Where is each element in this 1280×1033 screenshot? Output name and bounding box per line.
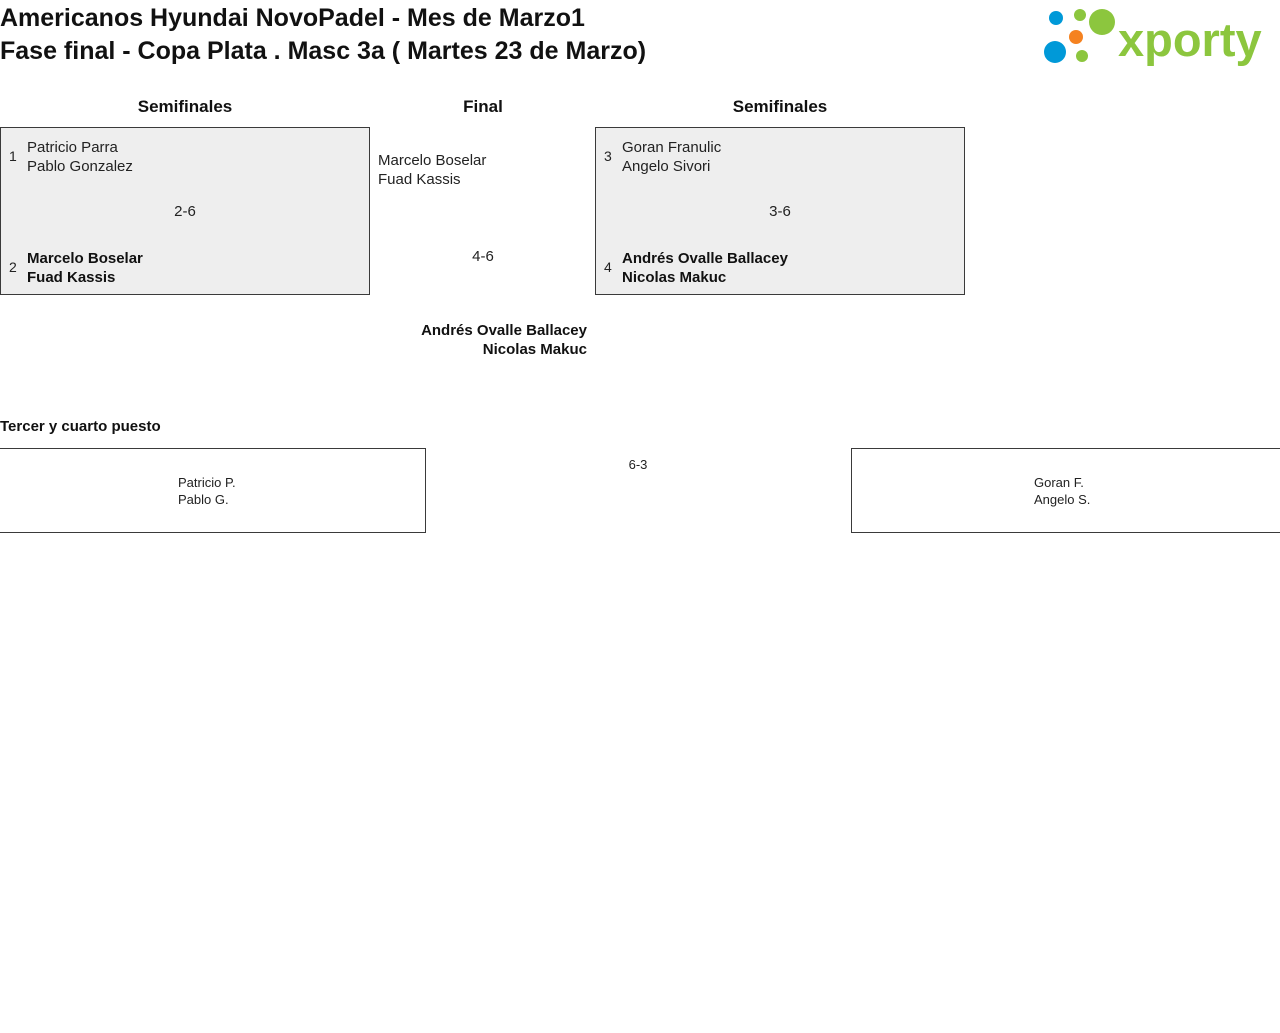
player-name: Angelo S.	[1034, 492, 1091, 507]
player-name: Goran F.	[1034, 475, 1084, 490]
player-name: Patricio Parra	[27, 139, 118, 156]
player-name: Nicolas Makuc	[482, 341, 587, 358]
player-name: Patricio P.	[178, 475, 236, 490]
seed-number-3: 3	[604, 148, 612, 164]
player-name: Pablo Gonzalez	[27, 158, 133, 175]
team-semifinal-right-top	[622, 138, 721, 176]
player-name: Pablo G.	[178, 492, 229, 507]
page-header	[0, 0, 1280, 88]
team-final-top	[378, 151, 486, 189]
player-name: Andrés Ovalle Ballacey	[622, 250, 788, 267]
team-semifinal-right-bottom	[622, 249, 788, 287]
title-line-2: Fase final - Copa Plata . Masc 3a ( Martes 23 de Marzo)	[0, 37, 647, 65]
team-semifinal-left-bottom	[27, 249, 143, 287]
player-name: Nicolas Makuc	[622, 269, 727, 286]
player-name: Marcelo Boselar	[27, 250, 143, 267]
seed-number-4: 4	[604, 259, 612, 275]
team-semifinal-left-top	[27, 138, 133, 176]
player-name: Andrés Ovalle Ballacey	[421, 322, 587, 339]
player-name: Goran Franulic	[622, 139, 722, 156]
round-label-final: Final	[463, 97, 503, 116]
round-label-semifinals-left: Semifinales	[137, 97, 233, 116]
team-third-place-right	[1034, 474, 1090, 508]
score-semifinal-right: 3-6	[769, 203, 791, 220]
team-third-place-left	[178, 474, 236, 508]
round-label-semifinals-right: Semifinales	[732, 97, 828, 116]
third-place-title: Tercer y cuarto puesto	[0, 418, 161, 435]
player-name: Fuad Kassis	[27, 269, 116, 286]
seed-number-2: 2	[9, 259, 17, 275]
score-third-place: 6-3	[628, 457, 648, 472]
seed-number-1: 1	[9, 148, 17, 164]
xporty-logo[interactable]	[1042, 6, 1274, 68]
player-name: Marcelo Boselar	[378, 152, 487, 169]
score-final: 4-6	[472, 248, 494, 265]
score-semifinal-left: 2-6	[174, 203, 196, 220]
svg-text:xporty: xporty	[1118, 13, 1262, 66]
team-final-winner	[387, 321, 587, 359]
title-line-1: Americanos Hyundai NovoPadel - Mes de Marzo1	[0, 4, 585, 32]
player-name: Angelo Sivori	[622, 158, 711, 175]
player-name: Fuad Kassis	[378, 171, 461, 188]
page-title	[0, 2, 1000, 68]
